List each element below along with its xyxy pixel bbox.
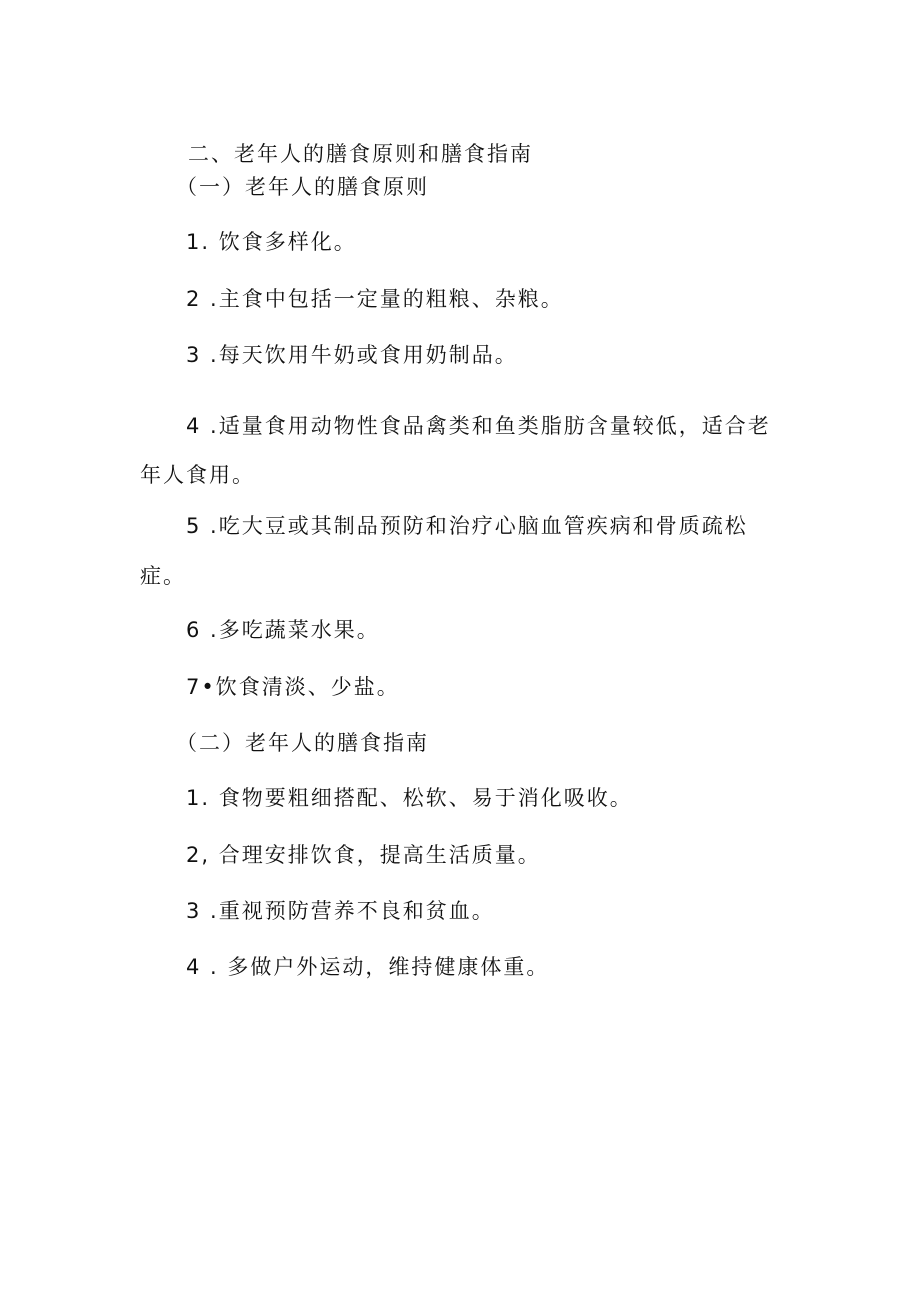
principle-item-7: 7•饮食清淡、少盐。	[186, 675, 400, 699]
principle-item-2: 2 .主食中包括一定量的粗粮、杂粮。	[186, 287, 564, 311]
guideline-item-1: 1. 食物要粗细搭配、松软、易于消化吸收。	[186, 786, 633, 810]
principle-item-5-line-1: 5 .吃大豆或其制品预防和治疗心脑血管疾病和骨质疏松	[186, 514, 748, 538]
guideline-item-3: 3 .重视预防营养不良和贫血。	[186, 899, 495, 923]
guideline-item-4: 4 . 多做户外运动，维持健康体重。	[186, 955, 550, 979]
principle-item-4-line-1: 4 .适量食用动物性食品禽类和鱼类脂肪含量较低，适合老	[186, 414, 771, 438]
principles-heading: （一）老年人的膳食原则	[176, 175, 429, 199]
principle-item-5-line-2: 症。	[140, 564, 186, 588]
principle-item-6: 6 .多吃蔬菜水果。	[186, 618, 380, 642]
principle-item-4-line-2: 年人食用。	[140, 463, 255, 487]
principle-item-3: 3 .每天饮用牛奶或食用奶制品。	[186, 343, 518, 367]
principle-item-1: 1. 饮食多样化。	[186, 230, 357, 254]
guidelines-heading: （二）老年人的膳食指南	[176, 731, 429, 755]
section-title: 二、老年人的膳食原则和膳食指南	[188, 142, 533, 166]
guideline-item-2: 2, 合理安排饮食，提高生活质量。	[186, 843, 541, 867]
